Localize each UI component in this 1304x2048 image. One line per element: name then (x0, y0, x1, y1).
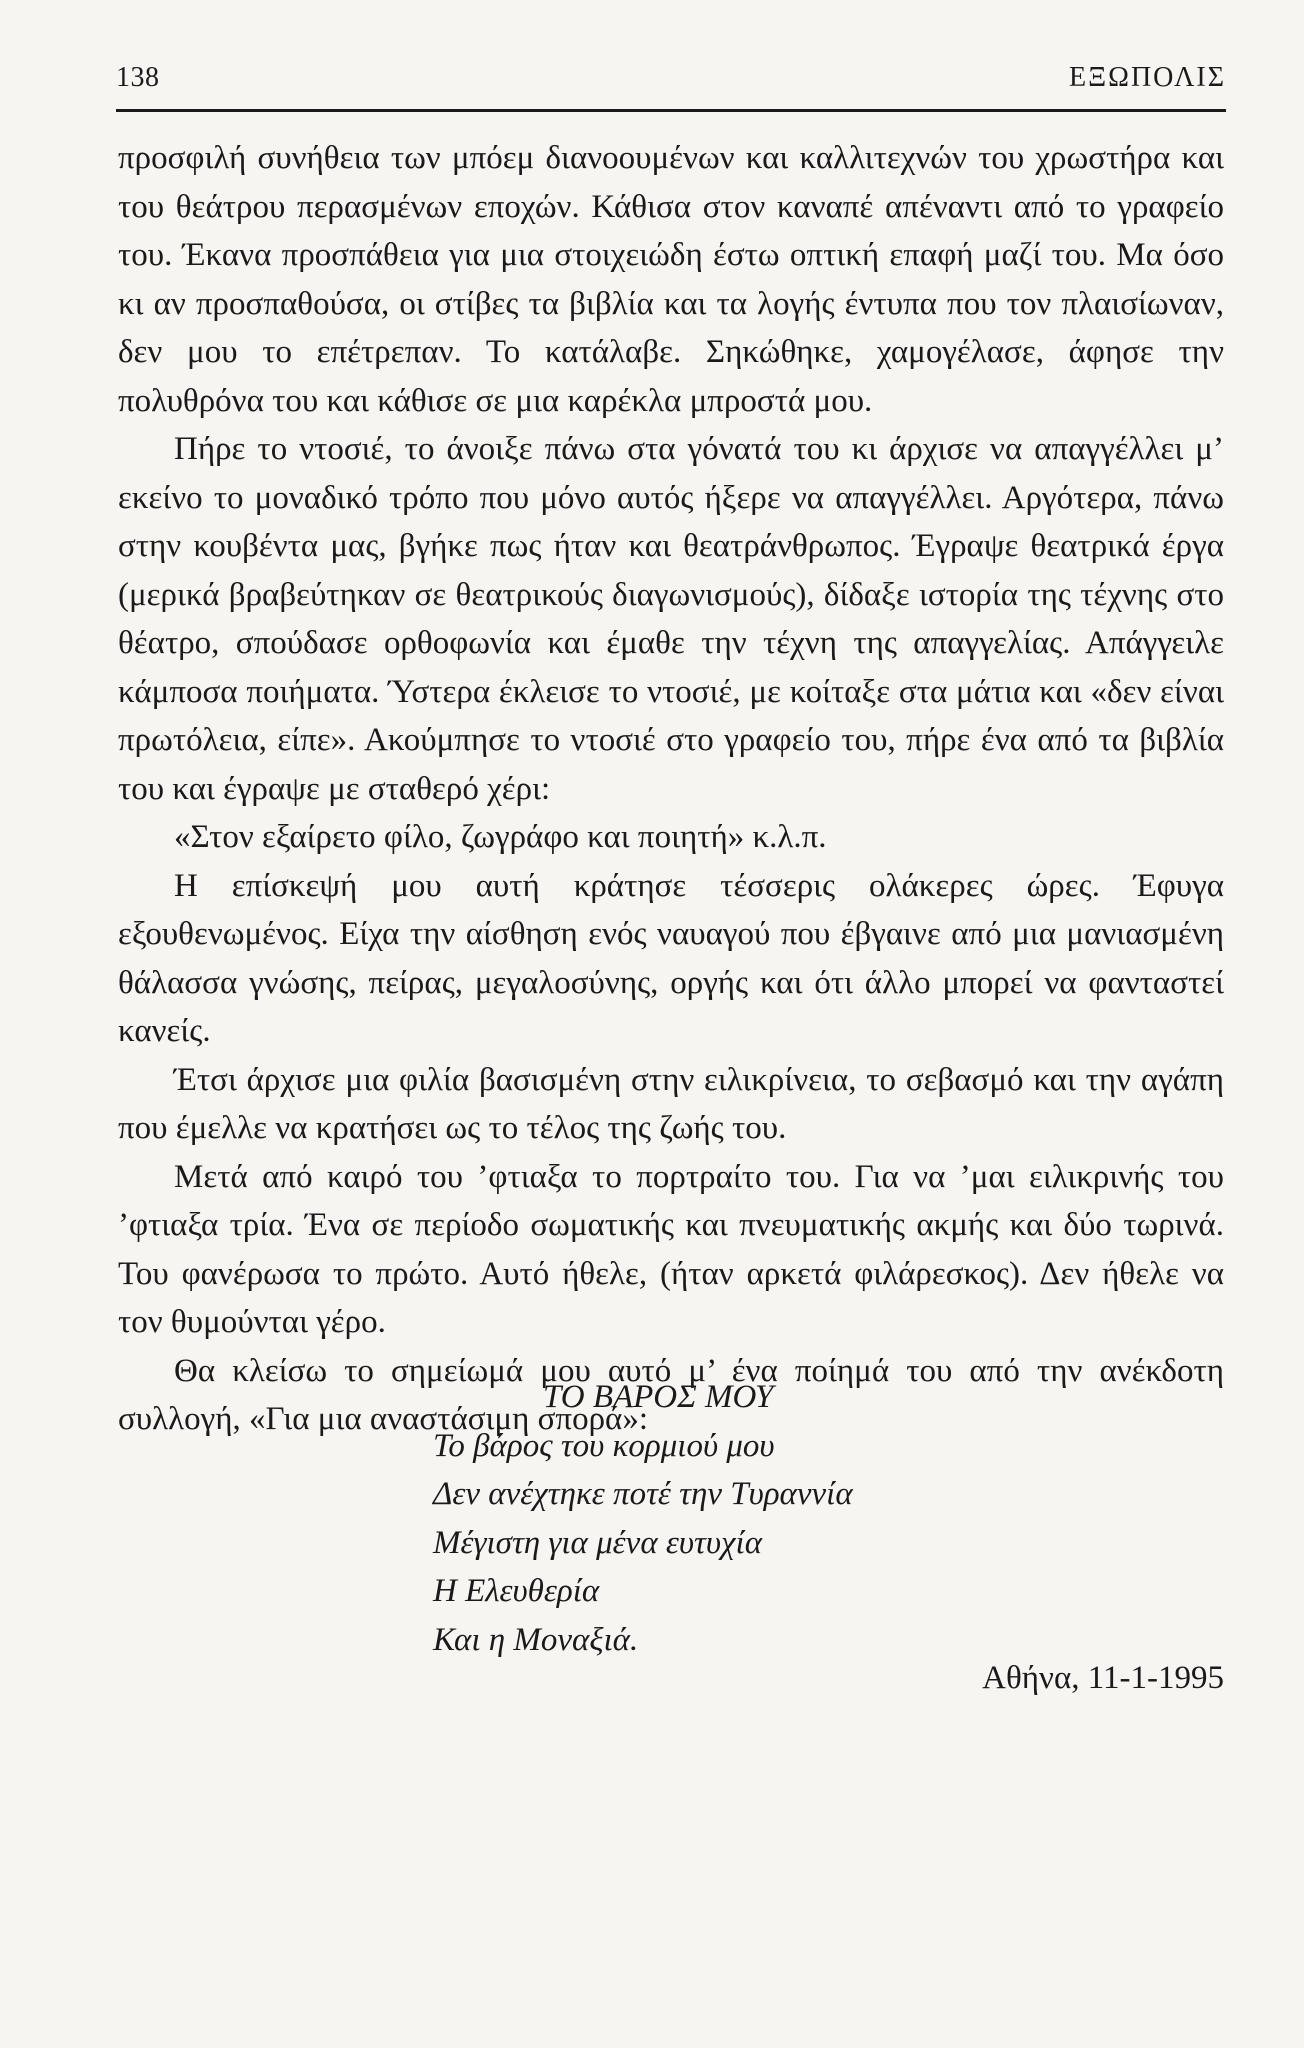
poem-line: Και η Μοναξιά. (433, 1621, 639, 1658)
poem-line: Δεν ανέχτηκε ποτέ την Τυραννία (433, 1476, 853, 1512)
body-text (118, 134, 1224, 1444)
poem-title: ΤΟ ΒΑΡΟΣ ΜΟΥ (543, 1379, 774, 1415)
header-rule (116, 109, 1226, 112)
page-number: 138 (116, 62, 160, 93)
poem-line: Μέγιστη για μένα ευτυχία (433, 1524, 763, 1561)
running-head: ΕΞΩΠΟΛΙΣ (1069, 62, 1226, 93)
place-date-signature: Αθήνα, 11-1-1995 (982, 1660, 1224, 1696)
paragraph: Μετά από καιρό του ’φτιαξα το πορτραίτο του. Για να ’μαι ειλικρινής του ’φτιαξα τρία. Ένα σε περίοδο σωματικής και πνευματικής ακμής και δύο τωρινά. Του φανέρωσα το πρώτο. Αυτό ήθελε, (ήταν αρκετά φιλάρεσκος). Δεν ήθελε να τον θυμούνται γέρο. (118, 1158, 1224, 1340)
paragraph: Η επίσκεψή μου αυτή κράτησε τέσσερις ολάκερες ώρες. Έφυγα εξουθενωμένος. Είχα την αίσθηση ενός ναυαγού που έβγαινε από μια μανιασμένη θάλασσα γνώσης, πείρας, μεγαλοσύνης, οργής και ότι άλλο μπορεί να φανταστεί κανείς. (118, 867, 1224, 1049)
paragraph: Πήρε το ντοσιέ, το άνοιξε πάνω στα γόνατά του κι άρχισε να απαγγέλλει μ’ εκείνο το μοναδικό τρόπο που μόνο αυτός ήξερε να απαγγέλλει. Αργότερα, πάνω στην κουβέντα μας, βγήκε πως ήταν και θεατράνθρωπος. Έγραψε θεατρικά έργα (μερικά βραβεύτηκαν σε θεατρικούς διαγωνισμούς), δίδαξε ιστορία της τέχνης στο θέατρο, σπούδασε ορθοφωνία και έμαθε την τέχνη της απαγγελίας. Απάγγειλε κάμποσα ποιήματα. Ύστερα έκλεισε το ντοσιέ, με κοίταξε στα μάτια και «δεν είναι πρωτόλεια, είπε». Ακούμπησε το ντοσιέ στο γραφείο του, πήρε ένα από τα βιβλία του και έγραψε με σταθερό χέρι: (118, 431, 1224, 807)
poem-line: Το βάρος του κορμιού μου (433, 1427, 775, 1464)
poem (433, 1373, 853, 1664)
paragraph: Έτσι άρχισε μια φιλία βασισμένη στην ειλικρίνεια, το σεβασμό και την αγάπη που έμελλε να κρατήσει ως το τέλος της ζωής του. (118, 1061, 1224, 1146)
page-header (116, 60, 1226, 104)
paragraph: Θα κλείσω το σημείωμά μου αυτό μ’ ένα ποίημά του από την ανέκδοτη συλλογή, «Για μια αναστάσιμη σπορά»: (118, 1352, 1224, 1437)
poem-line: Η Ελευθερία (433, 1573, 600, 1609)
paragraph: «Στον εξαίρετο φίλο, ζωγράφο και ποιητή» κ.λ.π. (174, 819, 827, 855)
paragraph: προσφιλή συνήθεια των μπόεμ διανοουμένων και καλλιτεχνών του χρωστήρα και του θεάτρου περασμένων εποχών. Κάθισα στον καναπέ απέναντι από το γραφείο του. Έκανα προσπάθεια για μια στοιχειώδη έστω οπτική επαφή μαζί του. Μα όσο κι αν προσπαθούσα, οι στίβες τα βιβλία και τα λογής έντυπα που τον πλαισίωναν, δεν μου το επέτρεπαν. Το κατάλαβε. Σηκώθηκε, χαμογέλασε, άφησε την πολυθρόνα του και κάθισε σε μια καρέκλα μπροστά μου. (118, 140, 1224, 419)
